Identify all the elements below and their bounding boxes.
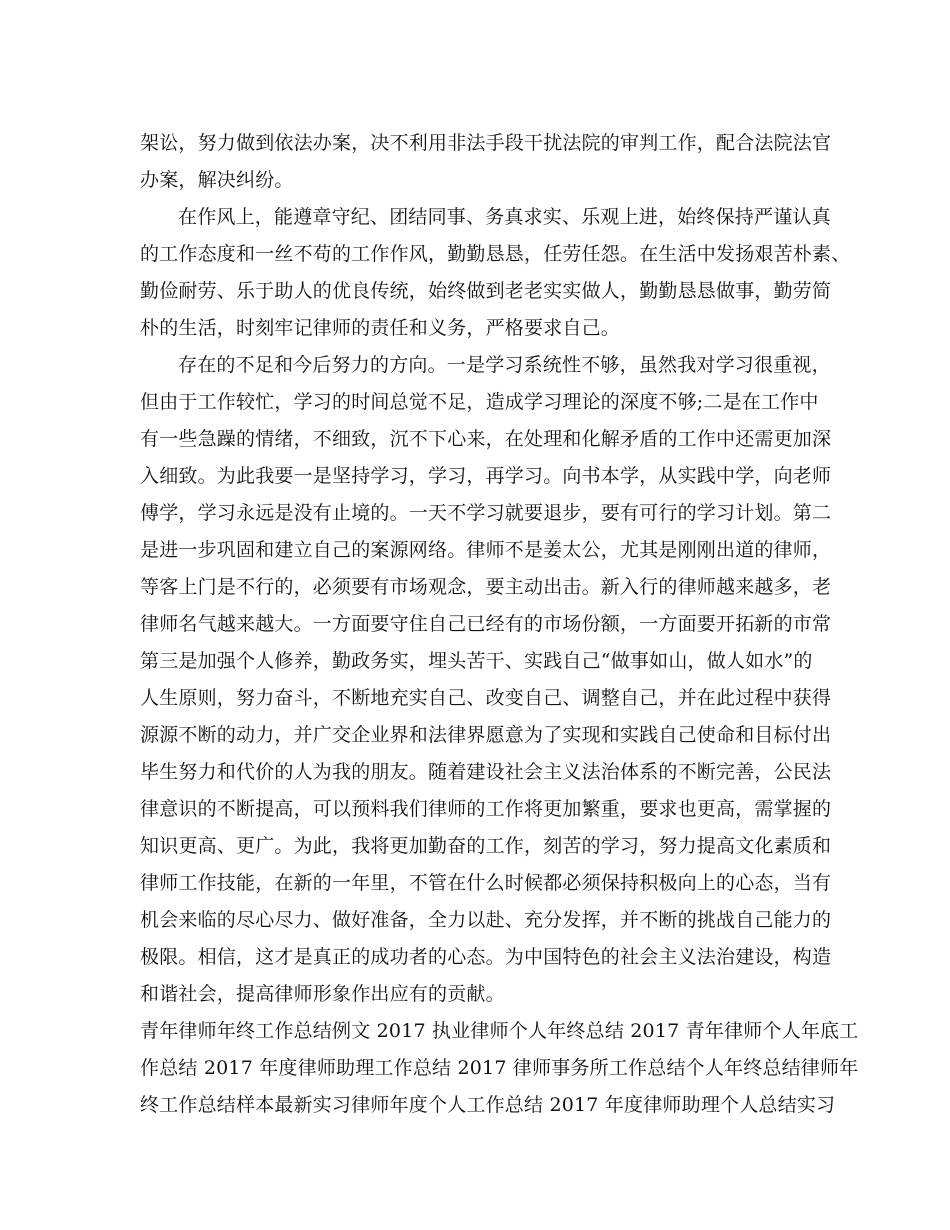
- paragraph-line-17: 源源不断的动力，并广交企业界和法律界愿意为了实现和实践自己使命和目标付出: [140, 724, 832, 746]
- paragraph-line-13: 等客上门是不行的，必须要有市场观念，要主动出击。新入行的律师越来越多，老: [140, 576, 832, 598]
- paragraph-line-3: 在作风上，能遵章守纪、团结同事、务真求实、乐观上进，始终保持严谨认真: [178, 206, 831, 228]
- paragraph-line-2: 办案，解决纠纷。: [140, 169, 294, 191]
- paragraph-line-6: 朴的生活，时刻牢记律师的责任和义务，严格要求自己。: [140, 317, 621, 339]
- paragraph-line-24: 和谐社会，提高律师形象作出应有的贡献。: [140, 983, 505, 1005]
- paragraph-line-10: 入细致。为此我要一是坚持学习，学习，再学习。向书本学，从实践中学，向老师: [140, 465, 832, 487]
- paragraph-line-21: 律师工作技能，在新的一年里，不管在什么时候都必须保持积极向上的心态，当有: [140, 872, 832, 894]
- paragraph-line-14: 律师名气越来越大。一方面要守住自己已经有的市场份额，一方面要开拓新的市常: [140, 613, 832, 635]
- paragraph-line-9: 有一些急躁的情绪，不细致，沉不下心来，在处理和化解矛盾的工作中还需更加深: [140, 428, 832, 450]
- paragraph-line-16: 人生原则，努力奋斗，不断地充实自己、改变自己、调整自己，并在此过程中获得: [140, 687, 832, 709]
- paragraph-line-22: 机会来临的尽心尽力、做好准备，全力以赴、充分发挥，并不断的挑战自己能力的: [140, 909, 832, 931]
- paragraph-line-5: 勤俭耐劳、乐于助人的优良传统，始终做到老老实实做人，勤勤恳恳做事，勤劳简: [140, 280, 832, 302]
- paragraph-line-19: 律意识的不断提高，可以预料我们律师的工作将更加繁重，要求也更高，需掌握的: [140, 798, 832, 820]
- paragraph-line-12: 是进一步巩固和建立自己的案源网络。律师不是姜太公，尤其是刚刚出道的律师，: [140, 539, 832, 561]
- paragraph-line-18: 毕生努力和代价的人为我的朋友。随着建设社会主义法治体系的不断完善，公民法: [140, 761, 832, 783]
- paragraph-line-20: 知识更高、更广。为此，我将更加勤奋的工作，刻苦的学习，努力提高文化素质和: [140, 835, 832, 857]
- paragraph-line-23: 极限。相信，这才是真正的成功者的心态。为中国特色的社会主义法治建设，构造: [140, 946, 832, 968]
- related-titles-line-1: 青年律师年终工作总结例文 2017 执业律师个人年终总结 2017 青年律师个人年底工: [140, 1020, 859, 1042]
- paragraph-line-7: 存在的不足和今后努力的方向。一是学习系统性不够，虽然我对学习很重视，: [178, 354, 831, 376]
- paragraph-line-4: 的工作态度和一丝不苟的工作作风，勤勤恳恳，任劳任怨。在生活中发扬艰苦朴素、: [140, 243, 851, 265]
- paragraph-line-1: 架讼，努力做到依法办案，决不利用非法手段干扰法院的审判工作，配合法院法官: [140, 132, 832, 154]
- paragraph-line-8: 但由于工作较忙，学习的时间总觉不足，造成学习理论的深度不够;二是在工作中: [140, 391, 819, 413]
- paragraph-line-15: 第三是加强个人修养，勤政务实，埋头苦干、实践自己“做事如山，做人如水”的: [140, 650, 813, 672]
- related-titles-line-3: 终工作总结样本最新实习律师年度个人工作总结 2017 年度律师助理个人总结实习: [140, 1094, 836, 1116]
- related-titles-line-2: 作总结 2017 年度律师助理工作总结 2017 律师事务所工作总结个人年终总结律师年: [140, 1057, 859, 1079]
- paragraph-line-11: 傅学，学习永远是没有止境的。一天不学习就要退步，要有可行的学习计划。第二: [140, 502, 832, 524]
